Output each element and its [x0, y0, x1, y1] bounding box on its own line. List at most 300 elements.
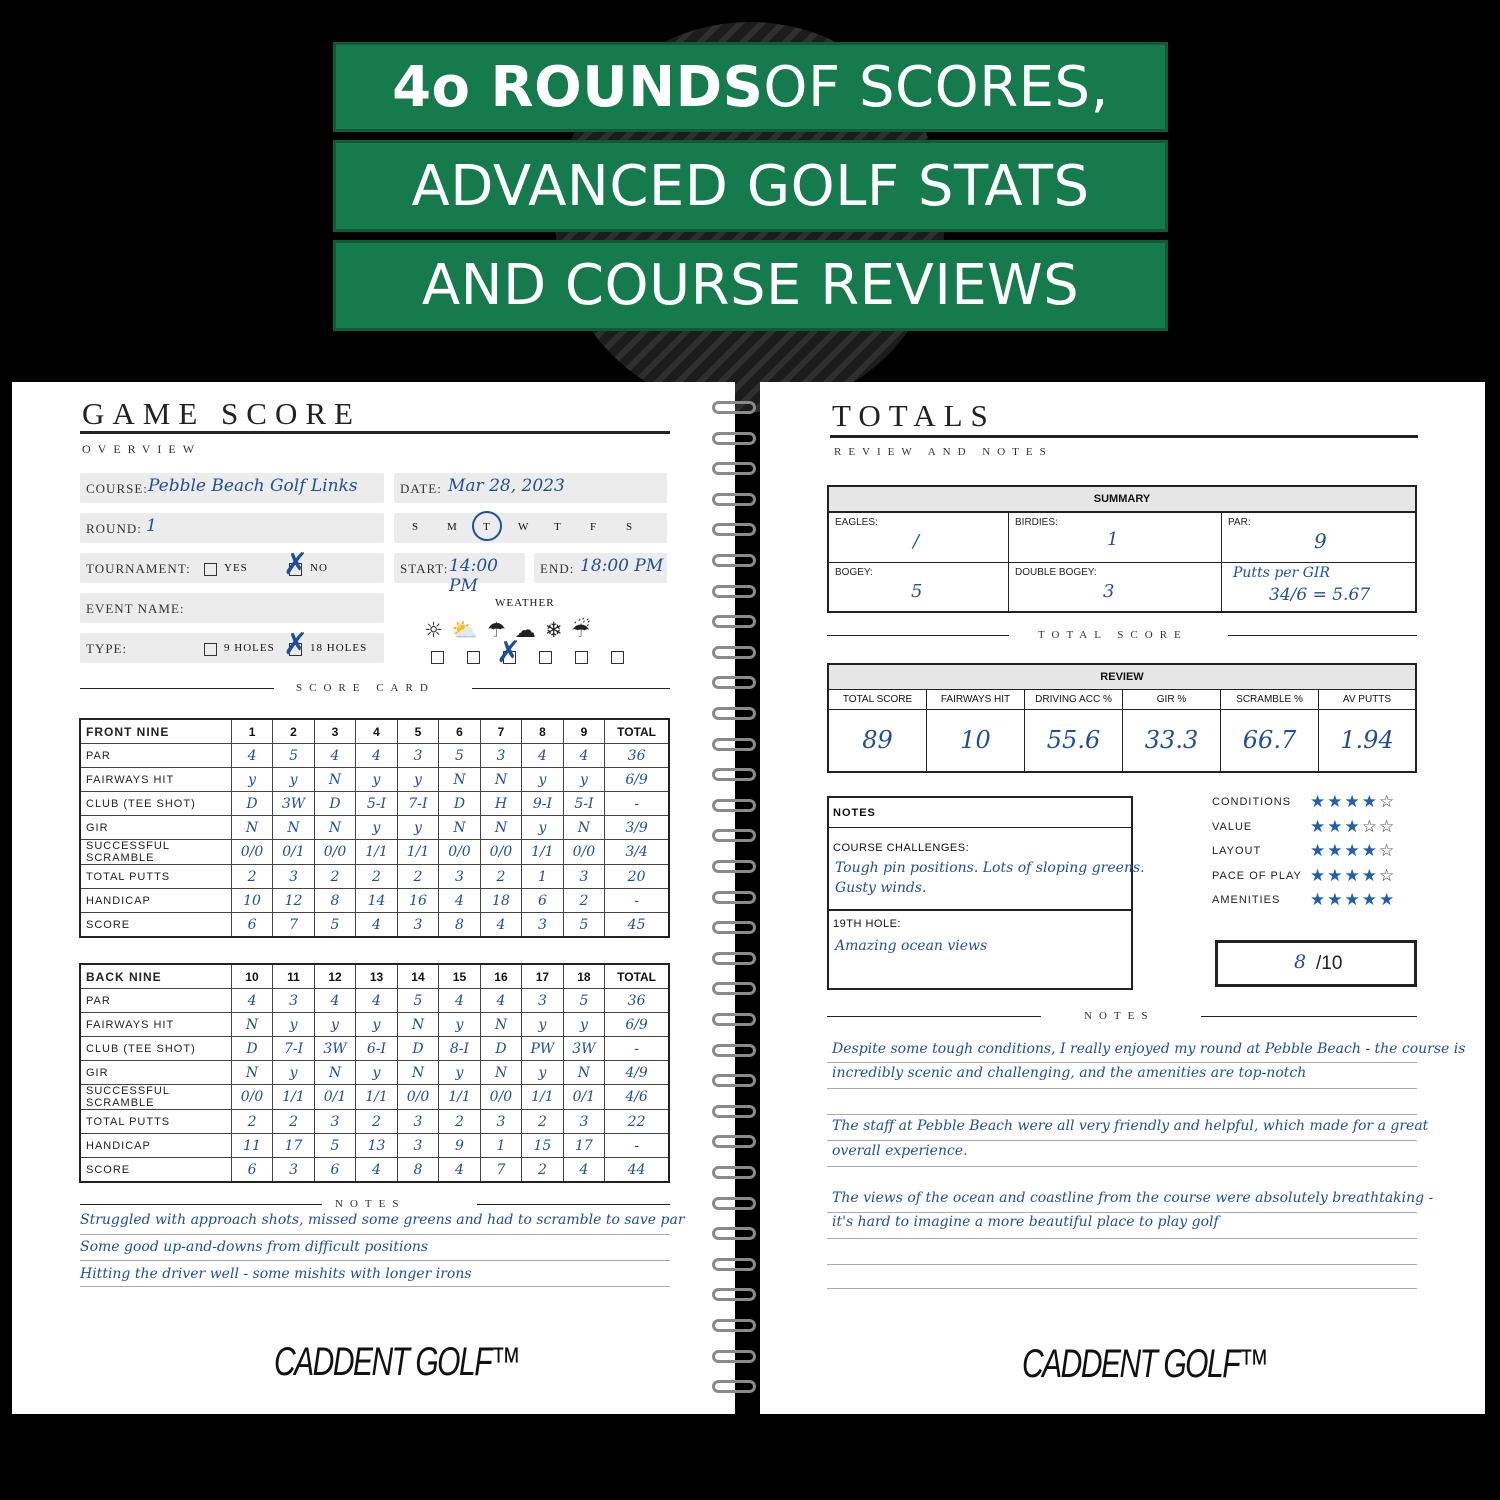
score-cell[interactable]: y: [522, 816, 563, 840]
total-cell[interactable]: 4/6: [605, 1085, 669, 1110]
notes-divider: [829, 909, 1131, 911]
score-cell[interactable]: y: [522, 768, 563, 792]
double-bogey-label: DOUBLE BOGEY:: [1015, 567, 1097, 578]
spiral-loop: [712, 1288, 756, 1301]
score-cell[interactable]: 3: [397, 1110, 438, 1134]
score-cell[interactable]: D: [231, 1037, 272, 1061]
score-cell[interactable]: 9-I: [522, 792, 563, 816]
total-cell[interactable]: 36: [605, 744, 669, 768]
score-cell[interactable]: 1/1: [356, 1085, 397, 1110]
spiral-loop: [712, 952, 756, 965]
row-label: HANDICAP: [80, 1134, 231, 1158]
score-cell[interactable]: N: [231, 816, 272, 840]
score-cell[interactable]: 0/0: [397, 1085, 438, 1110]
type-field: [80, 627, 384, 663]
score-cell[interactable]: 1/1: [522, 840, 563, 865]
type-9-holes-checkbox[interactable]: [204, 643, 217, 656]
score-cell[interactable]: N: [480, 1013, 521, 1037]
star-filled-icon[interactable]: ★: [1327, 816, 1345, 837]
eagles-cell[interactable]: [829, 513, 1009, 563]
score-cell[interactable]: 0/0: [314, 840, 355, 865]
score-cell[interactable]: y: [356, 816, 397, 840]
spiral-loop: [712, 1135, 756, 1148]
star-filled-icon[interactable]: ★: [1344, 841, 1362, 861]
score-cell[interactable]: 8: [314, 889, 355, 913]
score-cell[interactable]: 8-I: [439, 1037, 480, 1061]
score-cell[interactable]: 0/0: [563, 840, 604, 865]
total-cell[interactable]: -: [605, 889, 669, 913]
spiral-loop: [712, 1105, 756, 1118]
star-filled-icon[interactable]: ★: [1379, 890, 1397, 910]
row-label: GIR: [80, 816, 231, 840]
score-cell[interactable]: D: [231, 792, 272, 816]
score-cell[interactable]: 4: [356, 1158, 397, 1183]
star-filled-icon[interactable]: ★: [1361, 792, 1379, 812]
score-cell[interactable]: 3: [439, 865, 480, 889]
total-cell[interactable]: -: [605, 792, 669, 816]
score-cell[interactable]: 5: [439, 744, 480, 768]
round-value: 1: [146, 516, 157, 536]
score-cell[interactable]: N: [314, 816, 355, 840]
par-value: 9: [1314, 529, 1327, 553]
score-cell[interactable]: 1/1: [522, 1085, 563, 1110]
star-filled-icon[interactable]: ★: [1361, 890, 1379, 910]
total-cell[interactable]: 45: [605, 913, 669, 938]
score-cell[interactable]: 9: [439, 1134, 480, 1158]
total-cell[interactable]: 22: [605, 1110, 669, 1134]
weather-partly-cloudy-checkbox[interactable]: [467, 651, 480, 664]
spiral-loop: [712, 462, 756, 475]
score-cell[interactable]: N: [273, 816, 314, 840]
score-cell[interactable]: H: [480, 792, 521, 816]
total-cell[interactable]: 20: [605, 865, 669, 889]
score-cell[interactable]: 0/1: [314, 1085, 355, 1110]
score-cell[interactable]: 5-I: [356, 792, 397, 816]
score-cell[interactable]: 2: [522, 1158, 563, 1183]
page-title: GAME SCORE: [82, 396, 361, 431]
score-cell[interactable]: 7-I: [397, 792, 438, 816]
par-label: PAR:: [1228, 517, 1251, 528]
score-cell[interactable]: 2: [231, 1110, 272, 1134]
score-cell[interactable]: 2: [273, 1110, 314, 1134]
score-cell[interactable]: y: [356, 1013, 397, 1037]
sleet-icon: ☔: [571, 618, 600, 642]
course-value: Pebble Beach Golf Links: [148, 476, 358, 496]
score-cell[interactable]: 18: [480, 889, 521, 913]
table-row: [80, 816, 669, 840]
star-empty-icon[interactable]: ☆: [1379, 841, 1397, 861]
round-field[interactable]: [80, 513, 384, 543]
score-cell[interactable]: 17: [273, 1134, 314, 1158]
score-cell[interactable]: 3: [397, 913, 438, 938]
score-cell[interactable]: 12: [273, 889, 314, 913]
weather-showers-checkbox[interactable]: [539, 651, 552, 664]
score-cell[interactable]: 1: [480, 1134, 521, 1158]
score-cell[interactable]: N: [397, 1013, 438, 1037]
birdies-value: 1: [1107, 529, 1119, 550]
score-cell[interactable]: y: [522, 1061, 563, 1085]
score-cell[interactable]: 1/1: [356, 840, 397, 865]
score-cell[interactable]: 0/0: [480, 1085, 521, 1110]
total-cell[interactable]: 3/9: [605, 816, 669, 840]
score-cell[interactable]: 11: [231, 1134, 272, 1158]
score-cell[interactable]: 2: [356, 865, 397, 889]
star-filled-icon[interactable]: ★: [1344, 890, 1362, 910]
spiral-loop: [712, 615, 756, 628]
score-cell[interactable]: y: [273, 1061, 314, 1085]
table-header-row: [80, 719, 669, 744]
date-field[interactable]: [394, 473, 667, 503]
weather-sleet-checkbox[interactable]: [611, 651, 624, 664]
score-cell[interactable]: 1/1: [439, 1085, 480, 1110]
end-value: 18:00 PM: [580, 556, 664, 576]
score-cell[interactable]: N: [563, 1061, 604, 1085]
score-cell[interactable]: D: [480, 1037, 521, 1061]
score-cell[interactable]: 2: [231, 865, 272, 889]
score-cell[interactable]: 3: [397, 1134, 438, 1158]
front-nine-table: [79, 718, 670, 938]
star-filled-icon[interactable]: ★: [1344, 865, 1362, 886]
score-cell[interactable]: N: [563, 816, 604, 840]
score-cell[interactable]: N: [231, 1061, 272, 1085]
notes-rule-right: [477, 1204, 670, 1205]
review-value[interactable]: 66.7: [1221, 710, 1319, 771]
note-rule: [827, 1288, 1417, 1289]
star-filled-icon[interactable]: ★: [1327, 841, 1345, 861]
score-cell[interactable]: 1/1: [273, 1085, 314, 1110]
score-cell[interactable]: y: [397, 768, 438, 792]
score-cell[interactable]: y: [439, 1061, 480, 1085]
spiral-loop: [712, 1350, 756, 1363]
score-cell[interactable]: 3: [273, 989, 314, 1013]
score-cell[interactable]: 4: [480, 989, 521, 1013]
score-cell[interactable]: 4: [439, 889, 480, 913]
double-bogey-value: 3: [1103, 581, 1115, 602]
weather-snow-checkbox[interactable]: [575, 651, 588, 664]
score-cell[interactable]: 4: [314, 989, 355, 1013]
hole-number: 8: [522, 719, 563, 744]
score-cell[interactable]: 8: [439, 913, 480, 938]
total-cell[interactable]: 3/4: [605, 840, 669, 865]
score-cell[interactable]: 3: [563, 1110, 604, 1134]
nineteenth-hole-label: 19TH HOLE:: [833, 918, 901, 930]
score-cell[interactable]: 6: [522, 889, 563, 913]
star-filled-icon[interactable]: ★: [1327, 865, 1345, 886]
score-cell[interactable]: y: [356, 1061, 397, 1085]
score-cell[interactable]: 3: [522, 913, 563, 938]
review-value[interactable]: 55.6: [1025, 710, 1123, 771]
spiral-loop: [712, 676, 756, 689]
rating-label: LAYOUT: [1212, 845, 1262, 857]
spiral-loop: [712, 891, 756, 904]
score-cell[interactable]: 4: [563, 1158, 604, 1183]
rating-label: CONDITIONS: [1212, 796, 1292, 808]
score-cell[interactable]: 10: [231, 889, 272, 913]
score-cell[interactable]: y: [439, 1013, 480, 1037]
score-cell[interactable]: 4: [356, 913, 397, 938]
score-cell[interactable]: 2: [522, 1110, 563, 1134]
score-cell[interactable]: y: [397, 816, 438, 840]
score-cell[interactable]: 2: [314, 865, 355, 889]
note-line: Hitting the driver well - some mishits with longer irons: [80, 1266, 472, 1282]
star-empty-icon[interactable]: ☆: [1379, 792, 1397, 812]
score-cell[interactable]: 5: [563, 989, 604, 1013]
sunny-icon: ☼: [424, 618, 452, 642]
score-cell[interactable]: N: [397, 1061, 438, 1085]
score-cell[interactable]: 6: [231, 913, 272, 938]
star-empty-icon[interactable]: ☆: [1361, 816, 1379, 837]
start-label: START:: [400, 561, 449, 576]
star-rating[interactable]: [1310, 866, 1396, 886]
score-cell[interactable]: 0/1: [273, 840, 314, 865]
star-filled-icon[interactable]: ★: [1344, 816, 1362, 837]
score-cell[interactable]: 5: [397, 989, 438, 1013]
score-cell[interactable]: y: [522, 1013, 563, 1037]
total-cell[interactable]: 6/9: [605, 1013, 669, 1037]
score-cell[interactable]: 15: [522, 1134, 563, 1158]
score-cell[interactable]: 5-I: [563, 792, 604, 816]
note-rule: [80, 1286, 670, 1287]
score-cell[interactable]: 3: [480, 744, 521, 768]
score-cell[interactable]: D: [397, 1037, 438, 1061]
star-filled-icon[interactable]: ★: [1310, 865, 1328, 886]
score-cell[interactable]: N: [439, 768, 480, 792]
score-cell[interactable]: y: [563, 768, 604, 792]
score-cell[interactable]: N: [314, 768, 355, 792]
score-cell[interactable]: 14: [356, 889, 397, 913]
bogey-cell[interactable]: [829, 563, 1009, 611]
note-line: Struggled with approach shots, missed some greens and had to scramble to save par: [80, 1212, 685, 1228]
star-filled-icon[interactable]: ★: [1310, 792, 1328, 812]
score-cell[interactable]: D: [439, 792, 480, 816]
score-cell[interactable]: N: [314, 1061, 355, 1085]
spiral-loop: [712, 921, 756, 934]
score-cell[interactable]: 1: [522, 865, 563, 889]
table-row: [80, 1037, 669, 1061]
score-cell[interactable]: 3W: [563, 1037, 604, 1061]
total-cell[interactable]: 4/9: [605, 1061, 669, 1085]
star-filled-icon[interactable]: ★: [1310, 816, 1328, 837]
course-label: COURSE:: [86, 481, 148, 496]
table-row: [80, 1013, 669, 1037]
spiral-loop: [712, 1197, 756, 1210]
score-cell[interactable]: 8: [397, 1158, 438, 1183]
score-cell[interactable]: 2: [439, 1110, 480, 1134]
score-cell[interactable]: 7-I: [273, 1037, 314, 1061]
score-cell[interactable]: 5: [314, 913, 355, 938]
day-wed[interactable]: W: [518, 521, 529, 533]
total-cell[interactable]: -: [605, 1037, 669, 1061]
score-cell[interactable]: 0/0: [439, 840, 480, 865]
score-cell[interactable]: 2: [356, 1110, 397, 1134]
hole-number: 10: [231, 964, 272, 989]
score-cell[interactable]: 0/0: [231, 1085, 272, 1110]
star-empty-icon[interactable]: ☆: [1379, 865, 1397, 886]
star-rating[interactable]: [1310, 890, 1396, 910]
score-cell[interactable]: 5: [563, 913, 604, 938]
row-label: PAR: [80, 744, 231, 768]
score-cell[interactable]: 4: [439, 1158, 480, 1183]
note-line: Some good up-and-downs from difficult positions: [80, 1239, 429, 1255]
spiral-loop: [712, 829, 756, 842]
score-cell[interactable]: 4: [480, 913, 521, 938]
star-rating[interactable]: [1310, 841, 1396, 861]
review-value[interactable]: 33.3: [1123, 710, 1221, 771]
star-rating[interactable]: [1310, 792, 1396, 812]
note-rule: [80, 1260, 670, 1261]
review-value[interactable]: 1.94: [1340, 726, 1394, 754]
review-column-header: TOTAL SCORE: [829, 690, 927, 710]
score-cell[interactable]: 4: [356, 989, 397, 1013]
score-cell[interactable]: y: [273, 1013, 314, 1037]
day-fri[interactable]: F: [590, 521, 597, 533]
day-sun[interactable]: S: [412, 521, 419, 533]
total-cell[interactable]: 36: [605, 989, 669, 1013]
score-cell[interactable]: 0/0: [480, 840, 521, 865]
score-cell[interactable]: 3: [480, 1110, 521, 1134]
note-rule: [827, 1062, 1417, 1063]
putts-per-gir-cell[interactable]: [1222, 563, 1415, 611]
score-cell[interactable]: N: [480, 816, 521, 840]
total-cell[interactable]: 6/9: [605, 768, 669, 792]
star-empty-icon[interactable]: ☆: [1379, 816, 1397, 837]
row-label: PAR: [80, 989, 231, 1013]
table-header-label: FRONT NINE: [80, 719, 231, 744]
note-line: The views of the ocean and coastline from the course were absolutely breathtaking -: [832, 1190, 1434, 1206]
score-cell[interactable]: 6: [231, 1158, 272, 1183]
row-label: TOTAL PUTTS: [80, 865, 231, 889]
score-cell[interactable]: 13: [356, 1134, 397, 1158]
star-filled-icon[interactable]: ★: [1327, 792, 1345, 812]
star-filled-icon[interactable]: ★: [1327, 890, 1345, 910]
score-cell[interactable]: y: [231, 768, 272, 792]
day-of-week-field[interactable]: [394, 513, 667, 543]
score-cell[interactable]: 1/1: [397, 840, 438, 865]
star-filled-icon[interactable]: ★: [1310, 890, 1328, 910]
left-page: [12, 382, 735, 1414]
score-cell[interactable]: 17: [563, 1134, 604, 1158]
score-cell[interactable]: 4: [231, 989, 272, 1013]
score-cell[interactable]: 3: [397, 744, 438, 768]
score-cell[interactable]: 0/0: [231, 840, 272, 865]
hole-number: 14: [397, 964, 438, 989]
score-cell[interactable]: 3: [314, 1110, 355, 1134]
day-mon[interactable]: M: [447, 521, 457, 533]
score-cell[interactable]: D: [314, 792, 355, 816]
par-cell[interactable]: [1222, 513, 1415, 563]
course-field[interactable]: [80, 473, 384, 503]
review-value[interactable]: 89: [829, 710, 927, 771]
star-filled-icon[interactable]: ★: [1361, 841, 1379, 861]
score-cell[interactable]: PW: [522, 1037, 563, 1061]
score-cell[interactable]: 5: [273, 744, 314, 768]
course-notes-header: [829, 798, 1131, 828]
score-cell[interactable]: 3: [522, 989, 563, 1013]
score-cell[interactable]: 0/1: [563, 1085, 604, 1110]
day-tue[interactable]: T: [483, 521, 490, 533]
hole-number: 6: [439, 719, 480, 744]
end-field[interactable]: [534, 553, 667, 583]
score-cell[interactable]: 3: [273, 865, 314, 889]
score-cell[interactable]: N: [480, 768, 521, 792]
spiral-loop: [712, 1380, 756, 1393]
birdies-cell[interactable]: [1009, 513, 1222, 563]
spiral-loop: [712, 768, 756, 781]
score-cell[interactable]: 3W: [273, 792, 314, 816]
star-filled-icon[interactable]: ★: [1310, 841, 1328, 861]
eagles-label: EAGLES:: [835, 517, 878, 528]
score-cell[interactable]: 3: [563, 865, 604, 889]
score-cell[interactable]: y: [273, 768, 314, 792]
tournament-yes-checkbox[interactable]: [204, 563, 217, 576]
score-cell[interactable]: y: [356, 768, 397, 792]
star-filled-icon[interactable]: ★: [1344, 792, 1362, 812]
overall-score-box[interactable]: [1215, 940, 1417, 987]
weather-sunny-checkbox[interactable]: [431, 651, 444, 664]
double-bogey-cell[interactable]: [1009, 563, 1222, 611]
row-label: GIR: [80, 1061, 231, 1085]
notes-rule-left: [80, 1204, 322, 1205]
row-label: HANDICAP: [80, 889, 231, 913]
star-rating[interactable]: [1310, 817, 1396, 837]
page-title: TOTALS: [832, 398, 996, 433]
score-cell[interactable]: y: [314, 1013, 355, 1037]
score-cell[interactable]: 4: [563, 744, 604, 768]
rating-label: PACE OF PLAY: [1212, 869, 1302, 882]
score-cell[interactable]: 4: [439, 989, 480, 1013]
score-cell[interactable]: 2: [563, 889, 604, 913]
total-cell[interactable]: 44: [605, 1158, 669, 1183]
score-cell[interactable]: N: [231, 1013, 272, 1037]
score-cell[interactable]: 3W: [314, 1037, 355, 1061]
total-header: TOTAL: [605, 719, 669, 744]
day-sat[interactable]: S: [626, 521, 633, 533]
score-cell[interactable]: N: [480, 1061, 521, 1085]
score-cell[interactable]: 5: [314, 1134, 355, 1158]
score-cell[interactable]: 2: [480, 865, 521, 889]
note-rule: [827, 1140, 1417, 1141]
score-cell[interactable]: 7: [480, 1158, 521, 1183]
total-cell[interactable]: -: [605, 1134, 669, 1158]
score-cell[interactable]: 3: [273, 1158, 314, 1183]
score-cell[interactable]: 16: [397, 889, 438, 913]
start-field[interactable]: [394, 553, 525, 596]
review-column-header: SCRAMBLE %: [1221, 690, 1319, 710]
hole-number: 13: [356, 964, 397, 989]
score-cell[interactable]: N: [439, 816, 480, 840]
score-cell[interactable]: 7: [273, 913, 314, 938]
note-rule: [827, 1238, 1417, 1239]
event-name-field[interactable]: [80, 593, 384, 623]
score-cell[interactable]: 2: [397, 865, 438, 889]
score-cell[interactable]: 4: [231, 744, 272, 768]
spiral-loop: [712, 860, 756, 873]
summary-header: SUMMARY: [829, 487, 1415, 513]
review-value[interactable]: 10: [927, 710, 1025, 771]
hole-number: 7: [480, 719, 521, 744]
score-cell[interactable]: 6: [314, 1158, 355, 1183]
score-cell[interactable]: 4: [314, 744, 355, 768]
round-label: ROUND:: [86, 521, 142, 536]
score-cell[interactable]: 6-I: [356, 1037, 397, 1061]
star-filled-icon[interactable]: ★: [1361, 865, 1379, 886]
score-cell[interactable]: y: [563, 1013, 604, 1037]
row-label: SCORE: [80, 913, 231, 938]
spiral-loop: [712, 401, 756, 414]
score-cell[interactable]: 4: [522, 744, 563, 768]
score-cell[interactable]: 4: [356, 744, 397, 768]
day-thu[interactable]: T: [554, 521, 561, 533]
